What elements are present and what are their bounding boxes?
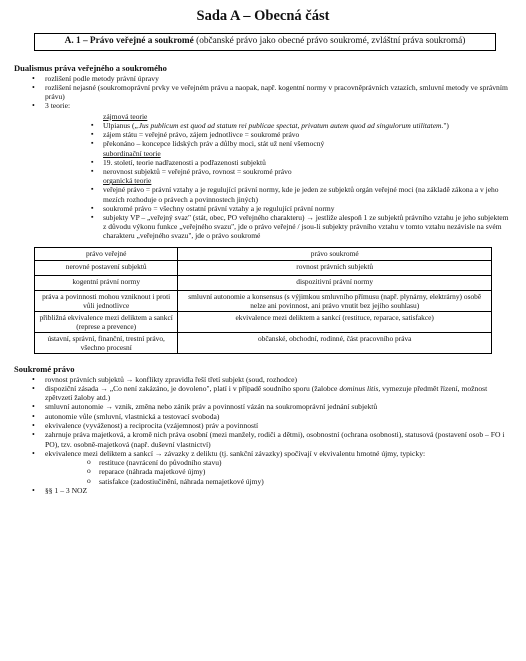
list-item: ▪ překonáno – koncepce lidských práv a důlby moci, stát už není všemocný — [45, 139, 512, 148]
dominus-litis: dominus litis, — [339, 383, 381, 393]
comparison-table — [34, 247, 492, 354]
dualism-list — [14, 74, 512, 241]
table-row — [35, 311, 492, 332]
table-header-row — [35, 247, 492, 260]
theories-list — [45, 112, 512, 241]
table-header-public: právo veřejné — [35, 247, 178, 260]
list-item: ▪ nerovnost subjektů = veřejné právo, rovnost = soukromé právo — [45, 167, 512, 176]
list-item — [45, 121, 512, 130]
table-row — [35, 290, 492, 311]
list-item — [14, 101, 512, 240]
list-item: ▪ subjekty VP – „veřejný svaz" (stát, obec, PO veřejného charakteru) → jestliže alespoň 1 ze subjektů právního vztahu je jeho subjektem z důvodu výkonu funkce „veřejného svazu", jde o právo veřejné / jsou-li subjekty právního vztahu v tomto vztahu nezávisle na svém charakteru „veřejného svazu", jde o právo soukromé — [45, 213, 512, 241]
theories-label: 3 teorie: — [45, 101, 71, 111]
table-cell: občanské, obchodní, rodinné, část pracovního práva — [178, 332, 492, 353]
ulpianus-prefix: Ulpianus ( — [103, 120, 135, 130]
table-cell: ústavní, správní, finanční, trestní právo, všechno procesní — [35, 332, 178, 353]
table-cell: práva a povinnosti mohou vzniknout i proti vůli jednotlivce — [35, 290, 178, 311]
list-item: o reparace (náhrada majetkové újmy) — [45, 467, 512, 476]
sanction-text: ekvivalence mezi deliktem a sankcí → závazky z deliktu (tj. sankční závazky) spočívají v ekvivalentu hmotné újmy, typicky: — [45, 448, 426, 458]
disposition-prefix: dispoziční zásada → „Co není zakázáno, je dovoleno", platí i v případě soudního sporu (žalobce — [45, 383, 340, 393]
sanction-sublist — [45, 458, 512, 486]
theory-heading: zájmová teorie — [103, 111, 148, 121]
table-cell: smluvní autonomie a konsensus (s výjimkou smluvního přímusu (např. plynárny, elektrárny) osobě nelze ani povinnost, ani právo vnutit bez jejího souhlasu) — [178, 290, 492, 311]
table-row — [35, 275, 492, 290]
list-item — [14, 384, 512, 403]
table-cell: přibližná ekvivalence mezi deliktem a sankcí (represe a prevence) — [35, 311, 178, 332]
list-item: ▪ zájem státu = veřejné právo, zájem jednotlivce = soukromé právo — [45, 130, 512, 139]
list-item: • §§ 1 – 3 NOZ — [14, 486, 512, 495]
table-row — [35, 332, 492, 353]
theory-heading: organická teorie — [103, 176, 152, 186]
list-item: ▪ veřejné právo = právní vztahy a je regulující právní normy, kde je jeden ze subjektů orgán veřejné moci (na základě zákona a v jeho mezích rozhoduje o právech a povinnostech jiných) — [45, 185, 512, 203]
table-cell: dispozitivní právní normy — [178, 275, 492, 290]
list-item: • rozlišení nejasné (soukromoprávní prvky ve veřejném právu a naopak, např. kogentní normy v pracovněprávních vztazích, smluvní metody ve správním právu) — [14, 83, 512, 102]
section-heading-rest: (občanské právo jako obecné právo soukromé, zvláštní práva soukromá) — [193, 36, 466, 46]
table-cell: nerovné postavení subjektů — [35, 260, 178, 275]
private-law-list — [14, 375, 512, 496]
list-item: • rovnost právních subjektů → konflikty zpravidla řeší třetí subjekt (soud, rozhodce) — [14, 375, 512, 384]
list-item: ▪ 19. století, teorie nadřazenosti a podřazenosti subjektů — [45, 158, 512, 167]
ulpianus-suffix: ") — [443, 120, 449, 130]
table-cell: ekvivalence mezi deliktem a sankcí (restituce, reparace, satisfakce) — [178, 311, 492, 332]
list-item: • rozlišení podle metody právní úpravy — [14, 74, 512, 83]
section-heading-box — [34, 33, 496, 51]
list-item: o restituce (navrácení do původního stavu) — [45, 458, 512, 467]
list-item: • autonomie vůle (smluvní, vlastnická a testovací svoboda) — [14, 412, 512, 421]
private-law-heading: Soukromé právo — [14, 363, 75, 374]
table-row — [35, 260, 492, 275]
section-heading-bold: A. 1 – Právo veřejné a soukromé — [64, 36, 194, 46]
list-item — [14, 449, 512, 486]
disposition-suffix: vymezuje předmět řízení, možnost zpětvzetí žaloby atd.) — [45, 383, 488, 403]
table-header-private: právo soukromé — [178, 247, 492, 260]
list-item: ▪ soukromé právo = všechny ostatní právní vztahy a je regulující právní normy — [45, 204, 512, 213]
list-item: • smluvní autonomie → vznik, změna nebo zánik práv a povinností vázán na soukromoprávní jednání subjektů — [14, 402, 512, 411]
page-title: Sada A – Obecná část — [196, 8, 330, 24]
table-cell: kogentní právní normy — [35, 275, 178, 290]
list-item: • zahrnuje práva majetková, a kromě nich práva osobní (mezi manžely, rodiči a dětmi), osobnostní (ochrana osobnosti), statusová (postavení osob – FO i PO), tzv. osobně-majetková (např. duševní vlastnictví) — [14, 430, 512, 449]
list-item: o satisfakce (zadostiučinění, náhrada nemajetkové újmy) — [45, 477, 512, 486]
list-item: • ekvivalence (vyváženost) a reciprocita (vzájemnost) práv a povinností — [14, 421, 512, 430]
theory-heading: subordinační teorie — [103, 148, 161, 158]
dualism-heading: Dualismus práva veřejného a soukromého — [14, 62, 167, 73]
table-cell: rovnost právních subjektů — [178, 260, 492, 275]
ulpianus-quote: „Jus publicum est quod ad statum rei publicae spectat, privatum autem quod ad singulorum utilitatem. — [134, 120, 444, 130]
